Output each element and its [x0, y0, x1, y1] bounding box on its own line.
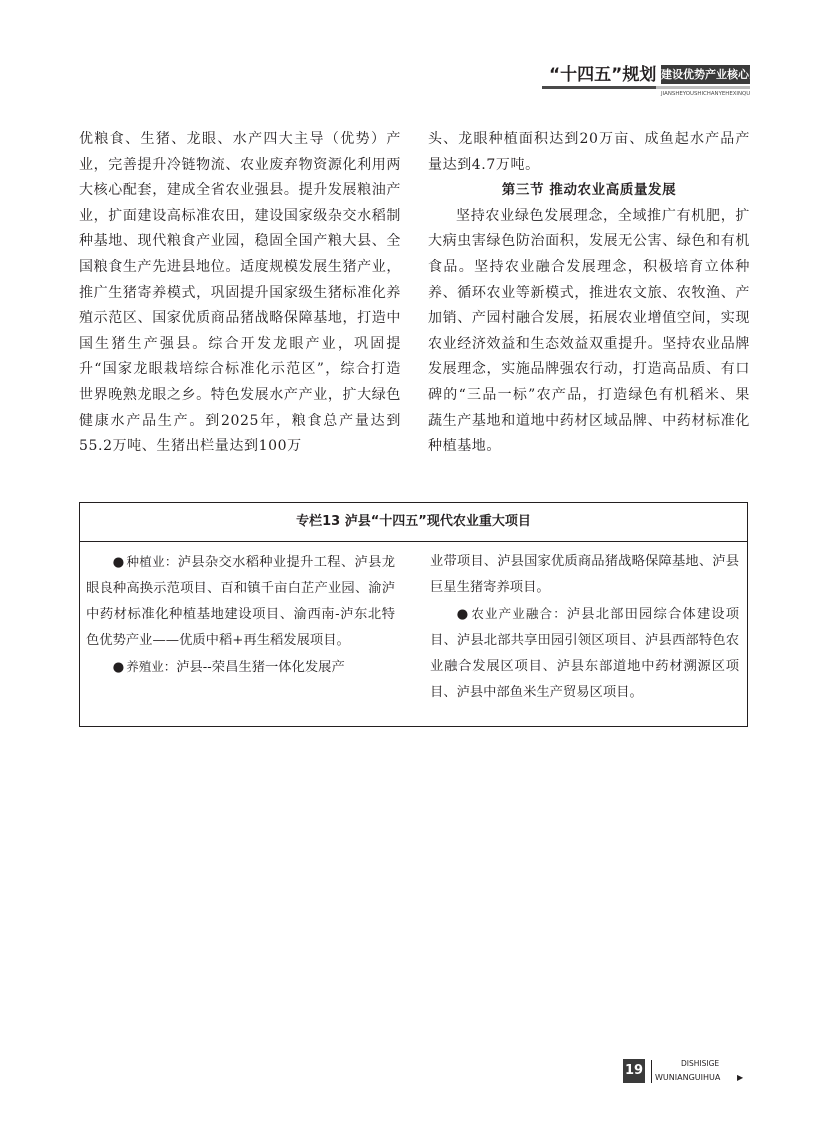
- right-paragraph: 坚持农业绿色发展理念，全域推广有机肥，扩大病虫害绿色防治面积，发展无公害、绿色和有机食品。坚持农业融合发展理念，积极培育立体种养、循环农业等新模式，推进农文旅、农牧渔、产加销、产园村融合发展，拓展农业增值空间，实现农业经济效益和生态效益双重提升。坚持农业品牌发展理念，实施品牌强农行动，打造高品质、有口碑的“三品一标”农产品，打造绿色有机稻米、果蔬生产基地和道地中药材区域品牌、中药材标准化种植基地。: [428, 207, 750, 455]
- header-rule-light: [656, 86, 750, 89]
- box-right-column: [430, 549, 739, 706]
- footer-line1: DISHISIGE: [681, 1059, 720, 1068]
- left-paragraph: 优粮食、生猪、龙眼、水产四大主导（优势）产业，完善提升冷链物流、农业废弃物资源化利用两大核心配套，建成全省农业强县。提升发展粮油产业，扩面建设高标准农田，建设国家级杂交水稻制种基地、现代粮食产业园，稳固全国产粮大县、全国粮食生产先进县地位。适度规模发展生猪产业，推广生猪寄养模式，巩固提升国家级生猪标准化养殖示范区、国家优质商品猪战略保障基地，打造中国生猪生产强县。综合开发龙眼产业，巩固提升“国家龙眼栽培综合标准化示范区”，综合打造世界晚熟龙眼之乡。特色发展水产产业，扩大绿色健康水产品生产。到2025年，粮食总产量达到55.2万吨、生猪出栏量达到100万: [79, 131, 401, 455]
- planting-item: [86, 549, 395, 654]
- planting-label: 种植业：: [126, 554, 178, 569]
- integration-label: 农业产业融合：: [471, 606, 567, 621]
- footer-divider: [651, 1060, 652, 1083]
- section-title: 第三节 推动农业高质量发展: [501, 182, 677, 199]
- bullet-icon: ●: [112, 555, 125, 570]
- planting-text: 泸县杂交水稻种业提升工程、泸县龙眼良种高换示范项目、百和镇千亩白芷产业园、渝泸中药材标准化种植基地建设项目、渝西南-泸东北特色优势产业——优质中稻+再生稻发展项目。: [86, 555, 395, 648]
- box-title: 专栏13 泸县“十四五”现代农业重大项目: [80, 503, 747, 542]
- breeding-label: 养殖业：: [126, 659, 177, 674]
- header-rule-dark: [542, 86, 656, 89]
- footer-line2: WUNIANGUIHUA: [655, 1073, 721, 1082]
- right-column: [428, 127, 750, 460]
- integration-text: 泸县北部田园综合体建设项目、泸县北部共享田园引领区项目、泸县西部特色农业融合发展区项目、泸县东部道地中药材溯源区项目、泸县中部鱼米生产贸易区项目。: [430, 607, 739, 700]
- box-left-column: [86, 549, 395, 681]
- arrow-right-icon: ▶: [737, 1073, 744, 1082]
- integration-item: [430, 601, 739, 706]
- header-section-label: 建设优势产业核心区: [661, 65, 750, 84]
- breeding-item: [86, 654, 395, 681]
- bullet-icon: ●: [112, 660, 125, 675]
- bullet-icon: ●: [456, 607, 470, 622]
- breeding-text-part1: 泸县--荣昌生猪一体化发展产: [176, 660, 345, 675]
- special-column-box: [79, 502, 748, 727]
- right-continuation: 头、龙眼种植面积达到20万亩、成鱼起水产品产量达到4.7万吨。: [428, 131, 750, 173]
- breeding-text-part2: 业带项目、泸县国家优质商品猪战略保障基地、泸县巨星生猪寄养项目。: [430, 554, 739, 595]
- page-number: 19: [623, 1059, 645, 1083]
- header-title: “十四五”规划: [549, 65, 657, 85]
- header-section-pinyin: JIANSHEYOUSHICHANYEHEXINQU: [661, 91, 751, 97]
- left-column: [79, 127, 401, 460]
